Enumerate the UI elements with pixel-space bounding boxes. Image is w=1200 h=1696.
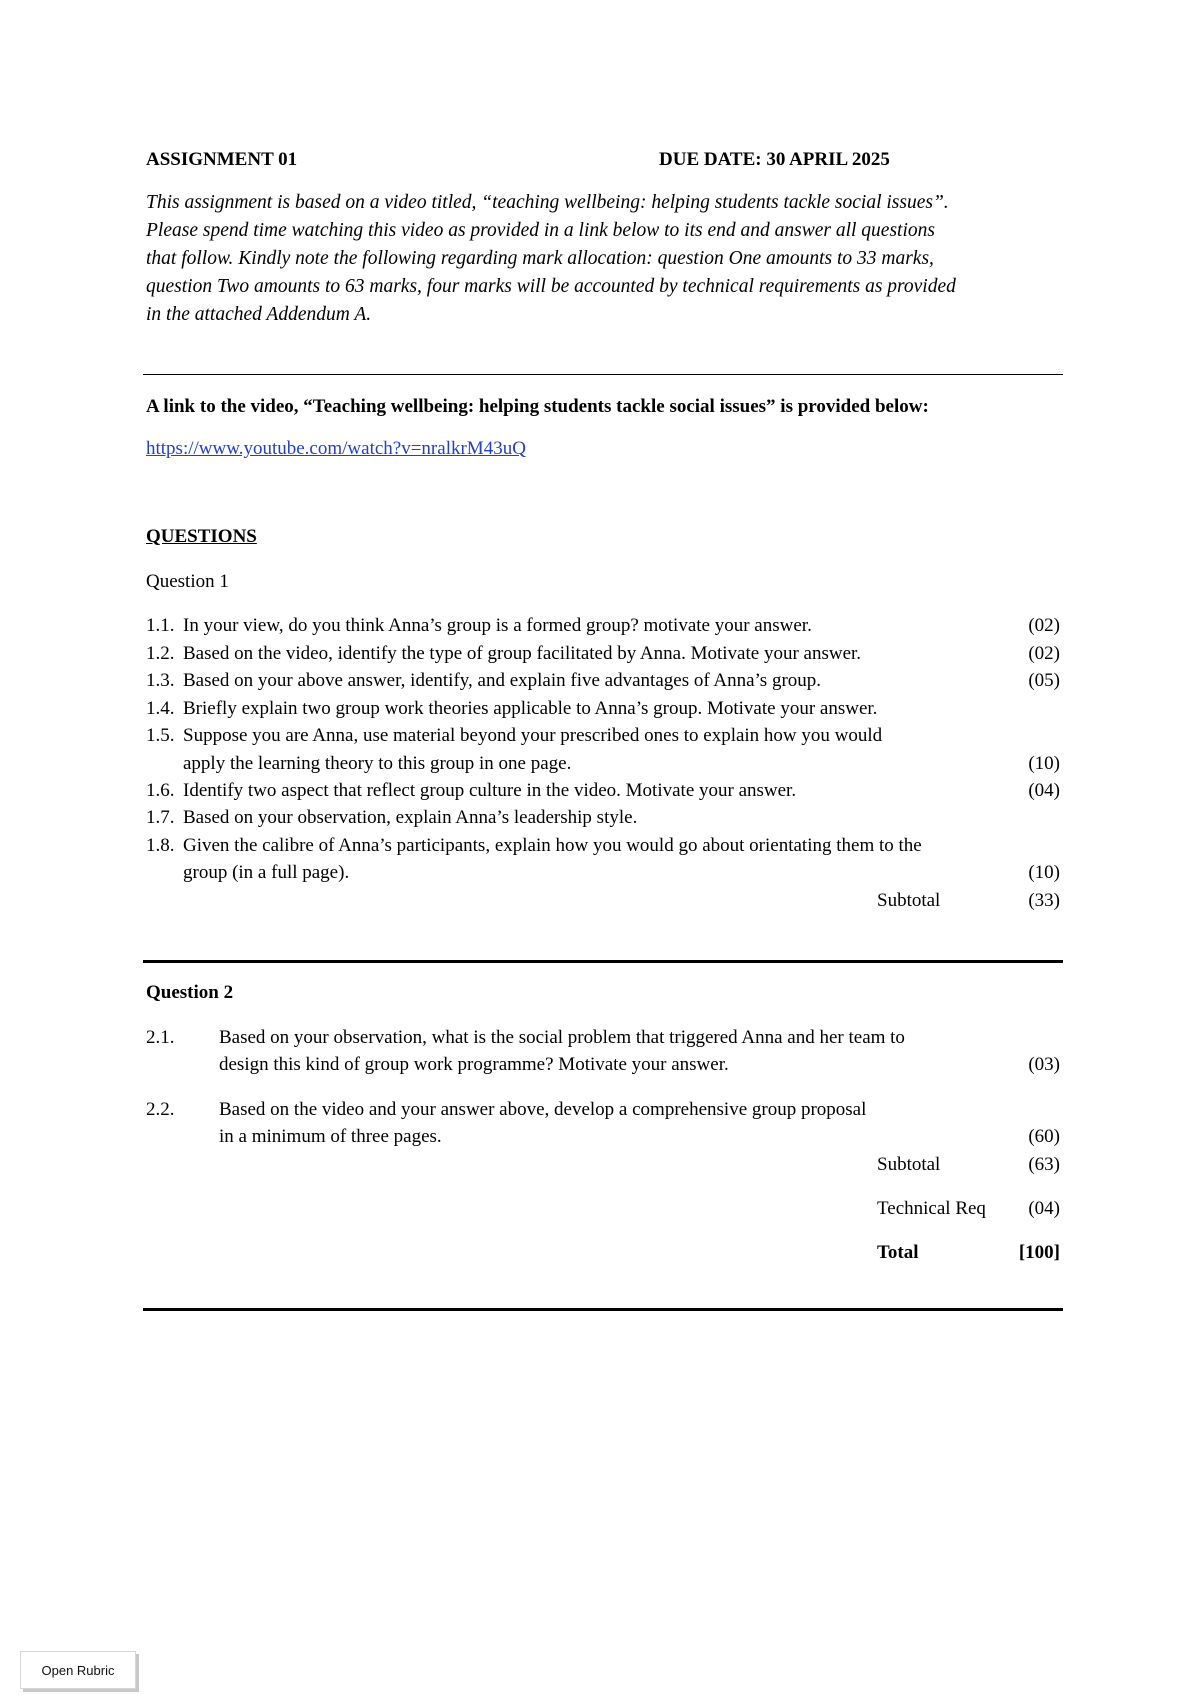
question1-subtotal-value: (33) xyxy=(1028,890,1060,911)
question-text: In your view, do you think Anna’s group is a formed group? motivate your answer. xyxy=(183,615,812,636)
questions-heading: QUESTIONS xyxy=(146,526,257,547)
question-mark: (10) xyxy=(1028,862,1060,883)
question-text: Based on your observation, what is the social problem that triggered Anna and her team to xyxy=(219,1027,905,1048)
question-number: 2.2. xyxy=(146,1099,175,1120)
assignment-title: ASSIGNMENT 01 xyxy=(146,149,298,170)
question-number: 1.8. xyxy=(146,835,175,856)
question1-title: Question 1 xyxy=(146,571,229,592)
question-mark: (60) xyxy=(1028,1126,1060,1147)
question-number: 1.2. xyxy=(146,643,175,664)
question-text-continued: group (in a full page). xyxy=(183,862,350,883)
intro-paragraph xyxy=(146,189,1066,329)
question2-subtotal-label: Subtotal xyxy=(877,1154,941,1175)
question-mark: (02) xyxy=(1028,643,1060,664)
question-text: Identify two aspect that reflect group culture in the video. Motivate your answer. xyxy=(183,780,797,801)
question-text: Based on your observation, explain Anna’s leadership style. xyxy=(183,807,638,828)
question-number: 1.1. xyxy=(146,615,175,636)
question-number: 1.7. xyxy=(146,807,175,828)
question2-title: Question 2 xyxy=(146,982,234,1003)
question-mark: (03) xyxy=(1028,1054,1060,1075)
question-text: Based on the video, identify the type of group facilitated by Anna. Motivate your answer. xyxy=(183,643,862,664)
divider xyxy=(143,960,1063,963)
open-rubric-button[interactable]: Open Rubric xyxy=(20,1651,136,1689)
question-mark: (10) xyxy=(1028,753,1060,774)
divider xyxy=(143,1308,1063,1311)
intro-line: Please spend time watching this video as provided in a link below to its end and answer all questions xyxy=(146,220,935,241)
question-text-continued: apply the learning theory to this group in one page. xyxy=(183,753,572,774)
question-text: Given the calibre of Anna’s participants, explain how you would go about orientating them to the xyxy=(183,835,922,856)
question-number: 1.5. xyxy=(146,725,175,746)
question1-subtotal-label: Subtotal xyxy=(877,890,941,911)
video-link[interactable]: https://www.youtube.com/watch?v=nralkrM43uQ xyxy=(146,438,526,459)
question-number: 1.6. xyxy=(146,780,175,801)
technical-req-label: Technical Req xyxy=(877,1198,986,1219)
question-number: 1.3. xyxy=(146,670,175,691)
question-text: Based on the video and your answer above, develop a comprehensive group proposal xyxy=(219,1099,867,1120)
intro-line: in the attached Addendum A. xyxy=(146,304,372,325)
video-heading: A link to the video, “Teaching wellbeing: helping students tackle social issues” is provided below: xyxy=(146,396,929,417)
total-value: [100] xyxy=(1018,1242,1060,1263)
question-text: Suppose you are Anna, use material beyond your prescribed ones to explain how you would xyxy=(183,725,883,746)
technical-req-value: (04) xyxy=(1028,1198,1060,1219)
intro-line: This assignment is based on a video titled, “teaching wellbeing: helping students tackle social issues”. xyxy=(146,192,949,213)
question-text: Briefly explain two group work theories applicable to Anna’s group. Motivate your answer. xyxy=(183,698,878,719)
question2-subtotal-value: (63) xyxy=(1028,1154,1060,1175)
due-date: DUE DATE: 30 APRIL 2025 xyxy=(659,149,890,170)
divider xyxy=(143,374,1063,375)
question-text-continued: in a minimum of three pages. xyxy=(219,1126,442,1147)
question-mark: (05) xyxy=(1028,670,1060,691)
intro-line: question Two amounts to 63 marks, four marks will be accounted by technical requirements as provided xyxy=(146,276,956,297)
question-text-continued: design this kind of group work programme? Motivate your answer. xyxy=(219,1054,729,1075)
question-mark: (02) xyxy=(1028,615,1060,636)
question-text: Based on your above answer, identify, and explain five advantages of Anna’s group. xyxy=(183,670,822,691)
question-number: 2.1. xyxy=(146,1027,175,1048)
question-number: 1.4. xyxy=(146,698,175,719)
question-mark: (04) xyxy=(1028,780,1060,801)
total-label: Total xyxy=(877,1242,919,1263)
intro-line: that follow. Kindly note the following regarding mark allocation: question One amounts to 33 marks, xyxy=(146,248,934,269)
